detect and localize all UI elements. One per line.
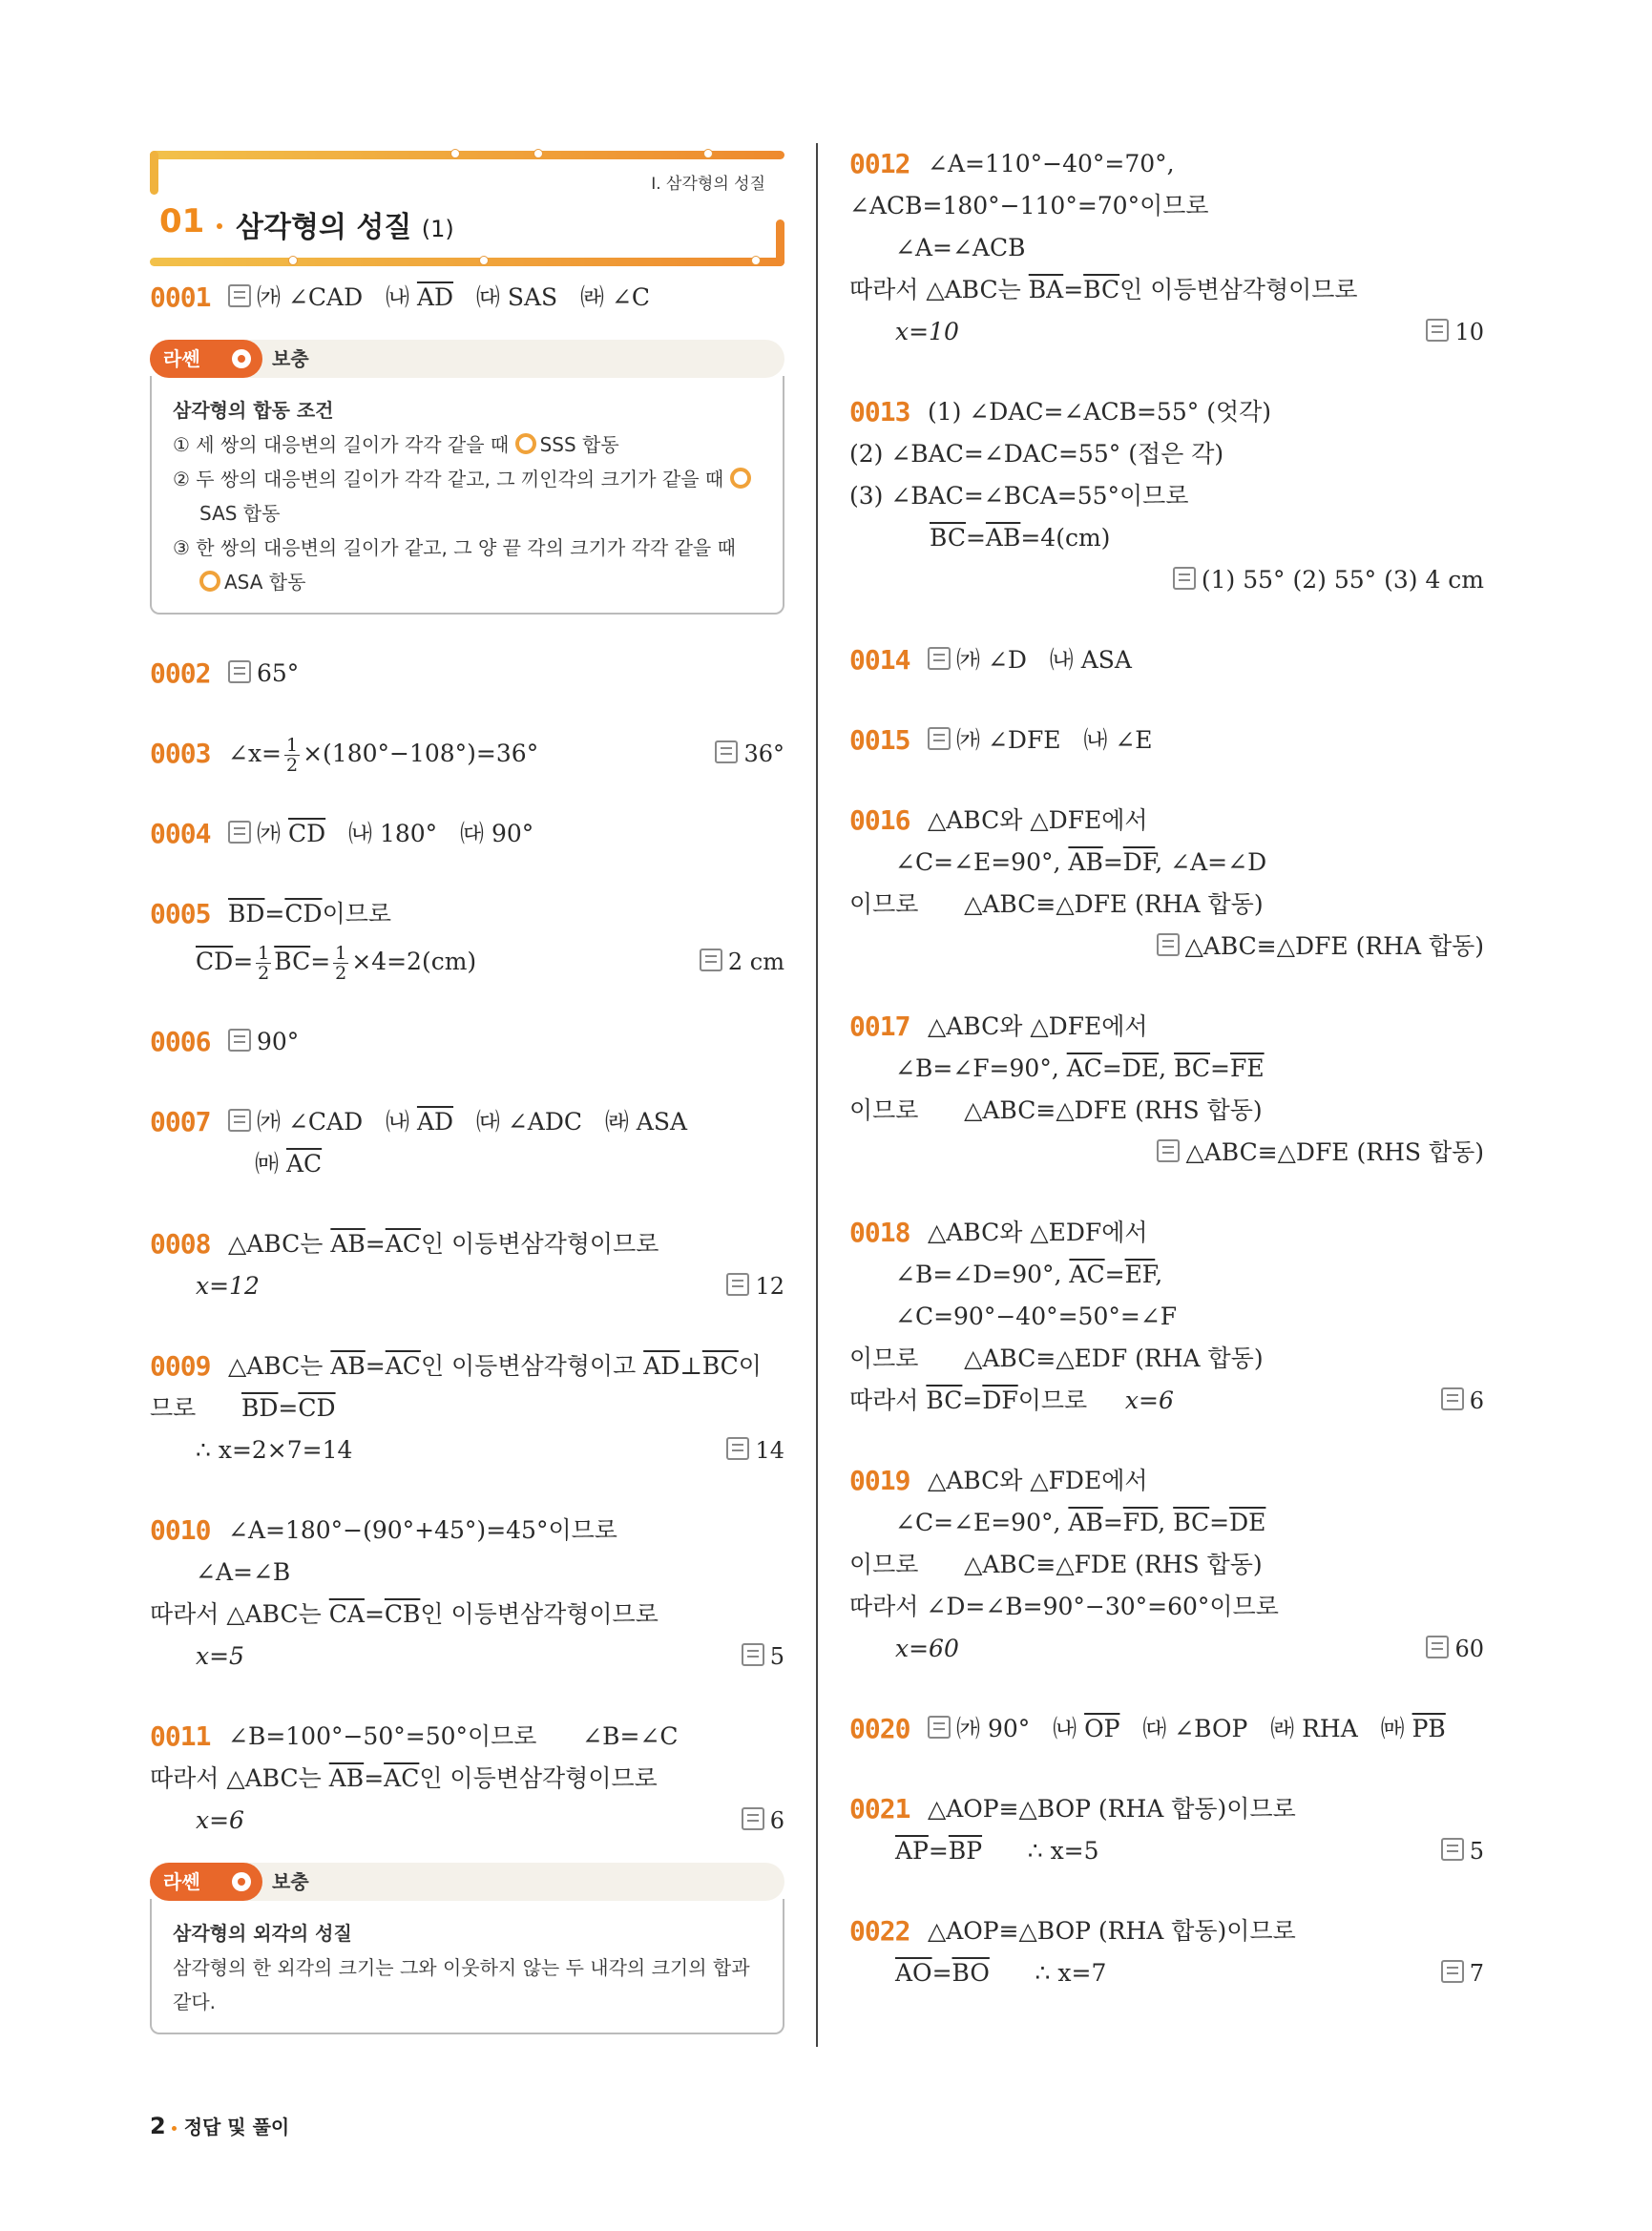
problem-0021: 0021 △AOP≡△BOP (RHA 합동)이므로 $\overline{AP}=\overline{BP}$ ∴ x=5 5	[849, 1793, 1484, 1865]
column-divider	[816, 143, 818, 2047]
problem-0012: 0012 ∠A=110°−40°=70°, ∠ACB=180°−110°=70°이므로 ∠A=∠ACB 따라서 △ABC는 $\overline{BA}=\overline{BC}$인 이등변삼각형이므로 x=10 10	[849, 148, 1484, 345]
box-heading: 삼각형의 외각의 성질	[173, 1922, 352, 1945]
problem-0014: 0014 ㈎ ∠D ㈏ ASA	[849, 644, 1132, 676]
box-heading: 삼각형의 합동 조건	[173, 399, 334, 422]
left-column	[150, 143, 784, 2073]
problem-0011: 0011 ∠B=100°−50°=50°이므로 ∠B=∠C 따라서 △ABC는 $\overline{AB}=\overline{AC}$인 이등변삼각형이므로 x=6 6	[150, 1720, 784, 1834]
problem-0005: 0005 $\overline{BD}=\overline{CD}$이므로 $\overline{CD}=$ $\frac{1}{2}$ $\overline{BC}=$ $\frac{1}{2}$ ×4=2(cm) 2 cm	[150, 898, 784, 984]
problem-0004: 0004 ㈎ $\overline{CD}$ ㈏ 180° ㈐ 90°	[150, 818, 534, 849]
arrow-ring-icon	[199, 571, 220, 592]
problem-0002: 0002 65°	[150, 657, 300, 689]
problem-0007: 0007 ㈎ ∠CAD ㈏ $\overline{AD}$ ㈐ ∠ADC ㈑ ASA ㈒ $\overline{AC}$	[150, 1106, 688, 1178]
supplement-box-exterior-angle: 라쎈 보충 삼각형의 외각의 성질 삼각형의 한 외각의 크기는 그와 이웃하지 않는 두 내각의 크기의 합과 같다.	[150, 1863, 784, 2034]
chapter-number: 01	[159, 202, 205, 240]
unit-label: I. 삼각형의 성질	[651, 175, 765, 194]
right-column	[849, 143, 1484, 2033]
problem-0018: 0018 △ABC와 △EDF에서 ∠B=∠D=90°, $\overline{AC}=\overline{EF}$, ∠C=90°−40°=50°=∠F 이므로 △ABC≡△EDF (RHA 합동) 따라서 $\overline{BC}=\overline{DF}$이므로 x=6 6	[849, 1217, 1484, 1414]
arrow-ring-icon	[515, 433, 536, 454]
page-footer	[150, 2112, 289, 2139]
problem-0020: 0020 ㈎ 90° ㈏ $\overline{OP}$ ㈐ ∠BOP ㈑ RHA ㈒ $\overline{PB}$	[849, 1713, 1446, 1744]
problem-0013: 0013 (1) ∠DAC=∠ACB=55° (엇각) (2) ∠BAC=∠DAC=55° (접은 각) (3) ∠BAC=∠BCA=55°이므로 $\overline{BC}=\overline{AB}=4(cm)$ (1) 55° (2) 55° (3) 4 cm	[849, 396, 1484, 594]
problem-0008: 0008 △ABC는 $\overline{AB}=\overline{AC}$인 이등변삼각형이므로 x=12 12	[150, 1228, 784, 1300]
problem-0001: 0001 ㈎ ∠CAD ㈏ $\overline{AD}$ ㈐ SAS ㈑ ∠C	[150, 281, 651, 313]
chapter-banner	[150, 143, 784, 277]
problem-0003: 0003 ∠x= $\frac{1}{2}$ ×(180°−108°)=36° 36°	[150, 735, 784, 776]
problem-0017: 0017 △ABC와 △DFE에서 ∠B=∠F=90°, $\overline{AC}=\overline{DE}$, $\overline{BC}=\overline{FE}$ 이므로 △ABC≡△DFE (RHS 합동) △ABC≡△DFE (RHS 합동)	[849, 1011, 1484, 1166]
problem-0006: 0006 90°	[150, 1026, 300, 1057]
rassen-badge: 라쎈	[150, 1863, 262, 1901]
arrow-ring-icon	[730, 468, 751, 489]
problem-0010: 0010 ∠A=180°−(90°+45°)=45°이므로 ∠A=∠B 따라서 △ABC는 $\overline{CA}=\overline{CB}$인 이등변삼각형이므로 x=5 5	[150, 1514, 784, 1670]
problem-0009: 0009 △ABC는 $\overline{AB}=\overline{AC}$인 이등변삼각형이고 $\overline{AD}\perp\overline{BC}$이 므로 $\overline{BD}=\overline{CD}$ ∴ x=2×7=14 14	[150, 1350, 784, 1464]
footer-label: 정답 및 풀이	[183, 2116, 290, 2138]
rassen-badge: 라쎈	[150, 340, 262, 378]
problem-0016: 0016 △ABC와 △DFE에서 ∠C=∠E=90°, $\overline{AB}=\overline{DF}$, ∠A=∠D 이므로 △ABC≡△DFE (RHA 합동) △ABC≡△DFE (RHA 합동)	[849, 804, 1484, 960]
answer-icon	[228, 284, 251, 307]
chapter-title: 삼각형의 성질 (1)	[236, 211, 454, 244]
problem-0022: 0022 △AOP≡△BOP (RHA 합동)이므로 $\overline{AO}=\overline{BO}$ ∴ x=7 7	[849, 1915, 1484, 1987]
problem-0019: 0019 △ABC와 △FDE에서 ∠C=∠E=90°, $\overline{AB}=\overline{FD}$, $\overline{BC}=\overline{DE}$ 이므로 △ABC≡△FDE (RHS 합동) 따라서 ∠D=∠B=90°−30°=60°이므로 x=60 60	[849, 1465, 1484, 1662]
page-number: 2	[150, 2113, 166, 2139]
supplement-box-congruence: 라쎈 보충 삼각형의 합동 조건 ① 세 쌍의 대응변의 길이가 각각 같을 때 SSS 합동 ② 두 쌍의 대응변의 길이가 각각 같고, 그 끼인각의 크기가 같을 때 SAS 합동 ③ 한 쌍의 대응변의 길이가 같고, 그 양 끝 각의 크기가 각각 같을 때 ASA 합동	[150, 340, 784, 615]
problem-0015: 0015 ㈎ ∠DFE ㈏ ∠E	[849, 724, 1153, 756]
